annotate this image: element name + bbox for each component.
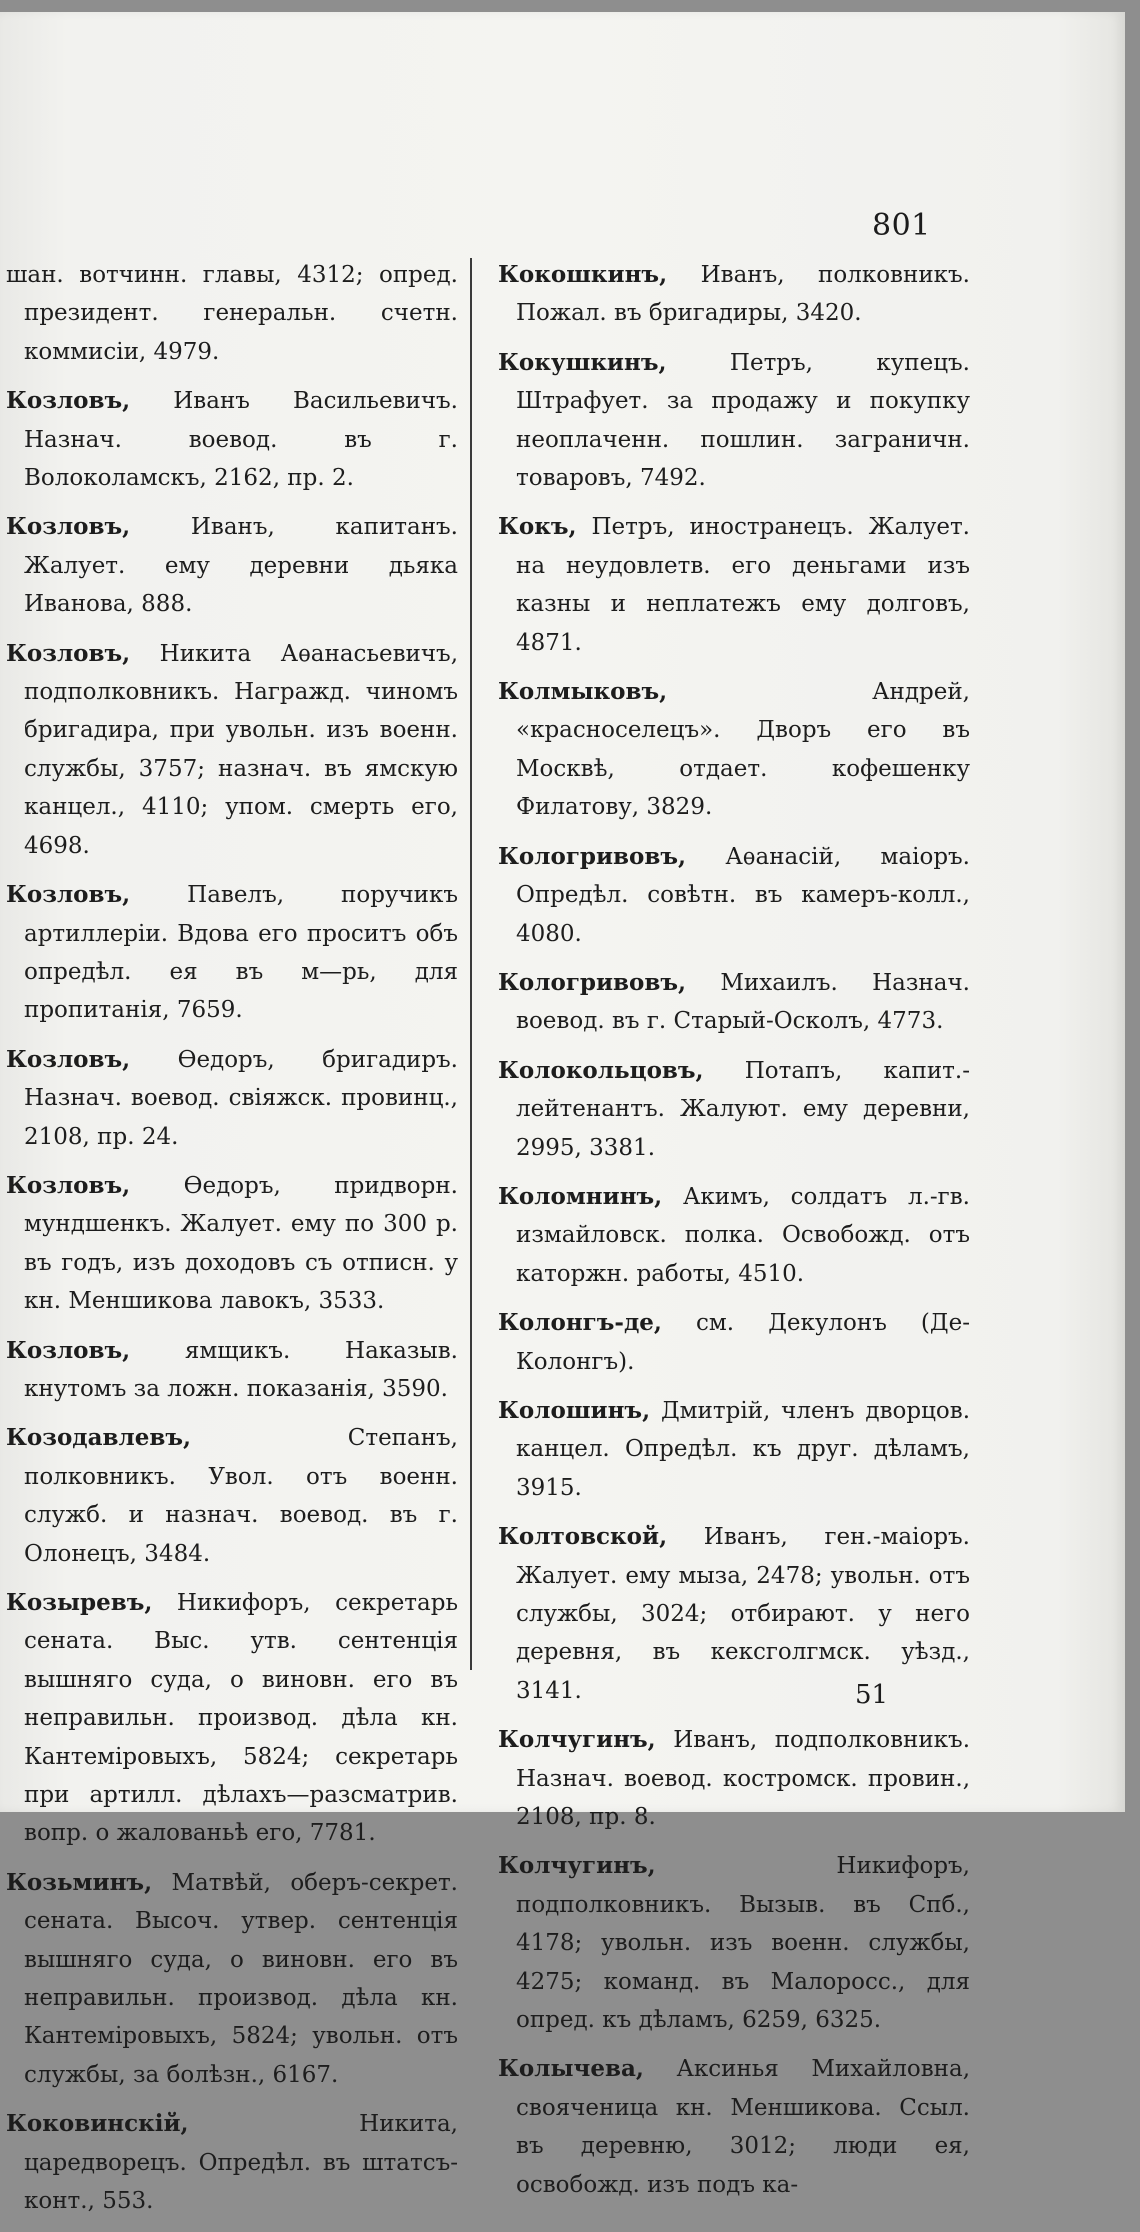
index-entry [6,256,458,371]
index-entry [498,1518,970,1710]
entry-text: Иванъ, подполковникъ. Назнач. воевод. костромск. провин., 2108, пр. 8. [516,1727,970,1831]
index-entry [6,1864,458,2094]
entry-text: Потапъ, капит.-лейтенантъ. Жалуют. ему деревни, 2995, 3381. [516,1057,970,1161]
index-column-right [498,256,970,2215]
entry-name: Кокушкинъ, [498,348,667,376]
index-entry [498,508,970,662]
entry-text: Ѳедоръ, придворн. мундшенкъ. Жалует. ему по 300 р. въ годъ, изъ доходовъ съ отписн. у кн. Меншикова лавокъ, 3533. [24,1172,458,1315]
index-entry [498,1847,970,2039]
index-entry [498,673,970,827]
index-entry [498,1721,970,1836]
entry-name: Козловъ, [6,1045,131,1073]
entry-name: Кокъ, [498,513,577,541]
entry-name: Козловъ, [6,387,131,415]
entry-text: Ѳедоръ, бригадиръ. Назнач. воевод. свіяжск. провинц., 2108, пр. 24. [24,1046,458,1150]
index-column-left [6,256,458,2232]
index-entry [498,1392,970,1507]
entry-text: Иванъ, капитанъ. Жалует. ему деревни дьяка Иванова, 888. [24,514,458,618]
index-entry [6,1167,458,1321]
entry-text: Михаилъ. Назнач. воевод. въ г. Старый-Осколъ, 4773. [516,969,970,1035]
entry-name: Колчугинъ, [498,1726,656,1754]
entry-text: см. Декулонъ (Де-Колонгъ). [516,1310,970,1375]
entry-text: Никифоръ, подполковникъ. Вызыв. въ Спб., 4178; увольн. изъ военн. службы, 4275; команд. въ Малоросс., для опред. къ дѣламъ, 6259, 6325. [516,1853,970,2034]
entry-text: Никита Аѳанасьевичъ, подполковникъ. Награжд. чиномъ бригадира, при увольн. изъ военн. службы, 3757; назнач. въ ямскую канцел., 4110; упом. смерть его, 4698. [24,640,458,859]
page-number: 801 [872,208,931,243]
entry-text: Аксинья Михайловна, свояченица кн. Меншикова. Ссыл. въ деревню, 3012; люди ея, освобожд. изъ подъ ка- [516,2056,970,2198]
entry-text: Дмитрій, членъ дворцов. канцел. Опредѣл. къ друг. дѣламъ, 3915. [516,1397,970,1501]
index-entry [6,1584,458,1853]
entry-name: Колтовской, [498,1523,668,1551]
entry-name: Колычева, [498,2055,644,2083]
index-entry [498,1052,970,1167]
entry-name: Козыревъ, [6,1589,153,1616]
entry-name: Козловъ, [6,1336,131,1364]
entry-name: Колошинъ, [498,1396,651,1424]
entry-text: Акимъ, солдатъ л.-гв. измайловск. полка. Освобожд. отъ каторжн. работы, 4510. [516,1183,970,1287]
entry-text: Иванъ, ген.-маіоръ. Жалует. ему мыза, 2478; увольн. отъ службы, 3024; отбирают. у него деревня, въ кексголгмск. уѣзд., 3141. [516,1524,970,1704]
entry-text: Павелъ, поручикъ артиллеріи. Вдова его проситъ объ опредѣл. ея въ м—рь, для пропитанія, 7659. [24,882,458,1024]
entry-name: Колонгъ-де, [498,1309,662,1337]
entry-name: Колчугинъ, [498,1852,656,1880]
index-entry [498,2050,970,2204]
entry-text: Иванъ Васильевичъ. Назнач. воевод. въ г. Волоколамскъ, 2162, пр. 2. [24,388,458,492]
entry-name: Козловъ, [6,639,131,667]
index-entry [6,2105,458,2220]
entry-text: Петръ, купецъ. Штрафует. за продажу и покупку неоплаченн. пошлин. заграничн. товаровъ, 7492. [516,349,970,492]
entry-text: Иванъ, полковникъ. Пожал. въ бригадиры, 3420. [516,262,970,327]
entry-name: Кологривовъ, [498,968,687,996]
entry-text: Степанъ, полковникъ. Увол. отъ военн. служб. и назнач. воевод. въ г. Олонецъ, 3484. [24,1425,458,1567]
index-entry [498,964,970,1041]
entry-text: Никифоръ, секретарь сената. Выс. утв. сентенція вышняго суда, о виновн. его въ неправильн. производ. дѣла кн. Кантеміровыхъ, 5824; секретарь при артилл. дѣлахъ—разсматрив. вопр. о жалованьѣ его, 7781. [24,1590,458,1847]
entry-name: Козьминъ, [6,1868,153,1896]
entry-name: Колмыковъ, [498,678,668,706]
index-entry [6,635,458,865]
index-entry [6,876,458,1030]
signature-mark: 51 [855,1680,889,1710]
index-entry [6,508,458,623]
entry-text: Петръ, иностранецъ. Жалует. на неудовлетв. его деньгами изъ казны и неплатежъ ему долговъ, 4871. [516,514,970,656]
entry-text: ямщикъ. Наказыв. кнутомъ за ложн. показанія, 3590. [24,1337,458,1402]
entry-text: Матвѣй, оберъ-секрет. сената. Высоч. утвер. сентенція вышняго суда, о виновн. его въ неправильн. производ. дѣла кн. Кантеміровыхъ, 5824; увольн. отъ службы, за болѣзн., 6167. [24,1869,458,2088]
entry-name: Коломнинъ, [498,1182,663,1210]
index-entry [498,256,970,333]
entry-name: Козодавлевъ, [6,1424,191,1452]
entry-name: Кокошкинъ, [498,261,668,288]
entry-name: Козловъ, [6,1171,131,1199]
index-entry [6,1041,458,1156]
entry-text: Андрей, «красноселецъ». Дворъ его въ Москвѣ, отдает. кофешенку Филатову, 3829. [516,679,970,821]
index-entry [498,838,970,953]
column-divider [470,258,472,1670]
index-entry [498,1178,970,1293]
entry-name: Коковинскій, [6,2110,189,2138]
index-entry [6,1419,458,1573]
index-entry [6,1332,458,1409]
entry-text: Никита, царедворецъ. Опредѣл. въ штатсъ-конт., 553. [24,2111,458,2215]
entry-name: Козловъ, [6,881,131,909]
entry-name: Козловъ, [6,513,131,541]
index-entry [6,382,458,497]
entry-name: Кологривовъ, [498,842,687,870]
index-entry [498,1304,970,1381]
book-page [0,12,1125,2215]
entry-name: Колокольцовъ, [498,1056,704,1084]
entry-text: шан. вотчинн. главы, 4312; опред. президент. генеральн. счетн. коммисіи, 4979. [6,262,458,365]
entry-text: Аѳанасій, маіоръ. Опредѣл. совѣтн. въ камеръ-колл., 4080. [516,843,970,947]
index-entry [498,344,970,498]
